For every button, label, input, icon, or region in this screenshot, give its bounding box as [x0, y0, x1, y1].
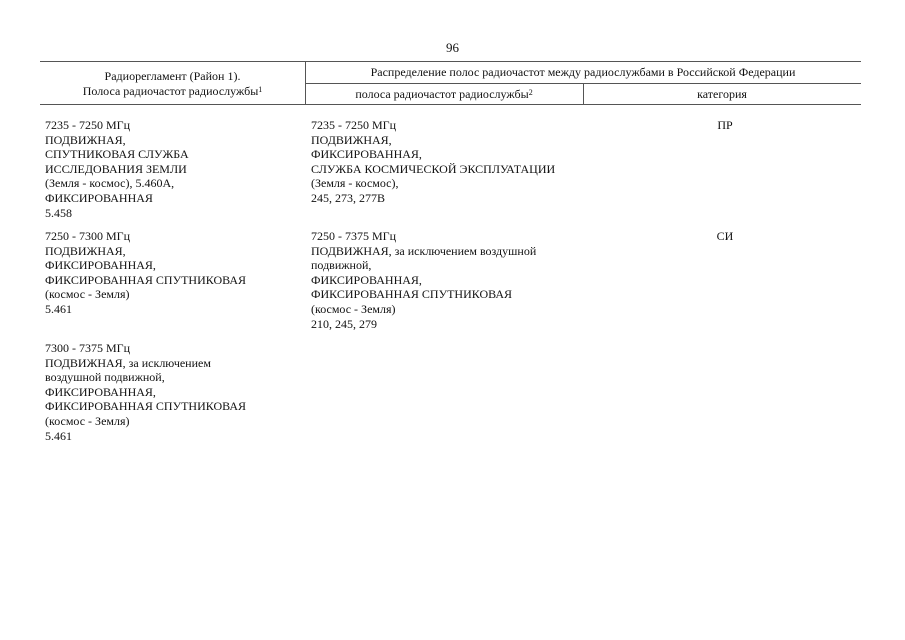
list-item: ФИКСИРОВАННАЯ СПУТНИКОВАЯ [311, 287, 513, 302]
row3-left [45, 341, 246, 443]
list-item: ПОДВИЖНАЯ, за исключением [45, 355, 211, 370]
list-item: 5.461 [45, 428, 72, 443]
list-item: 5.461 [45, 301, 72, 316]
row2-category: СИ [716, 229, 734, 243]
list-item: (Земля - космос), [311, 176, 399, 191]
list-item: подвижной, [311, 258, 372, 273]
header-right-band-label: полоса радиочастот радиослужбы [355, 87, 529, 101]
list-item: (Земля - космос), 5.460А, [45, 176, 175, 191]
list-item: 7250 - 7300 МГц [45, 229, 131, 243]
header-left [40, 69, 305, 99]
row1-category: ПР [717, 118, 733, 132]
list-item: ФИКСИРОВАННАЯ СПУТНИКОВАЯ [45, 272, 247, 287]
table-top-rule [40, 61, 861, 62]
header-left-line1: Радиорегламент (Район 1). [104, 69, 241, 83]
list-item: 5.458 [45, 205, 72, 220]
list-item: (космос - Земля) [311, 301, 396, 316]
row2-left [45, 229, 246, 317]
list-item: 7250 - 7375 МГц [311, 229, 397, 243]
list-item: ФИКСИРОВАННАЯ, [311, 147, 422, 162]
row2-right [311, 229, 536, 331]
list-item: ФИКСИРОВАННАЯ, [311, 272, 422, 287]
list-item: ПОДВИЖНАЯ, [45, 132, 126, 147]
page-number: 96 [446, 40, 459, 55]
header-right-footnote: 2 [528, 88, 533, 97]
list-item: ПОДВИЖНАЯ, [45, 243, 126, 258]
list-item: (космос - Земля) [45, 287, 130, 302]
list-item: ПОДВИЖНАЯ, за исключением воздушной [311, 243, 537, 258]
header-left-line2: Полоса радиочастот радиослужбы [82, 84, 259, 98]
list-item: ФИКСИРОВАННАЯ, [45, 258, 156, 273]
list-item: СПУТНИКОВАЯ СЛУЖБА [45, 147, 189, 162]
list-item: ФИКСИРОВАННАЯ, [45, 384, 156, 399]
row1-right [311, 118, 555, 206]
header-left-footnote: 1 [258, 85, 263, 94]
list-item: 210, 245, 279 [311, 316, 377, 331]
header-right-top: Распределение полос радиочастот между радиослужбами в Российской Федерации [370, 65, 796, 79]
list-item: (космос - Земля) [45, 413, 130, 428]
header-bottom-rule [40, 104, 861, 105]
header-left-line2-wrap [40, 84, 305, 99]
list-item: ФИКСИРОВАННАЯ [45, 190, 153, 205]
header-right-category: категория [697, 87, 747, 101]
list-item: 245, 273, 277В [311, 190, 386, 205]
list-item: 7300 - 7375 МГц [45, 341, 131, 355]
header-right-band [305, 87, 583, 102]
row1-left [45, 118, 189, 220]
list-item: ИССЛЕДОВАНИЯ ЗЕМЛИ [45, 161, 187, 176]
list-item: 7235 - 7250 МГц [311, 118, 397, 132]
list-item: 7235 - 7250 МГц [45, 118, 131, 132]
list-item: ФИКСИРОВАННАЯ СПУТНИКОВАЯ [45, 399, 247, 414]
list-item: СЛУЖБА КОСМИЧЕСКОЙ ЭКСПЛУАТАЦИИ [311, 161, 556, 176]
list-item: ПОДВИЖНАЯ, [311, 132, 392, 147]
list-item: воздушной подвижной, [45, 370, 165, 385]
